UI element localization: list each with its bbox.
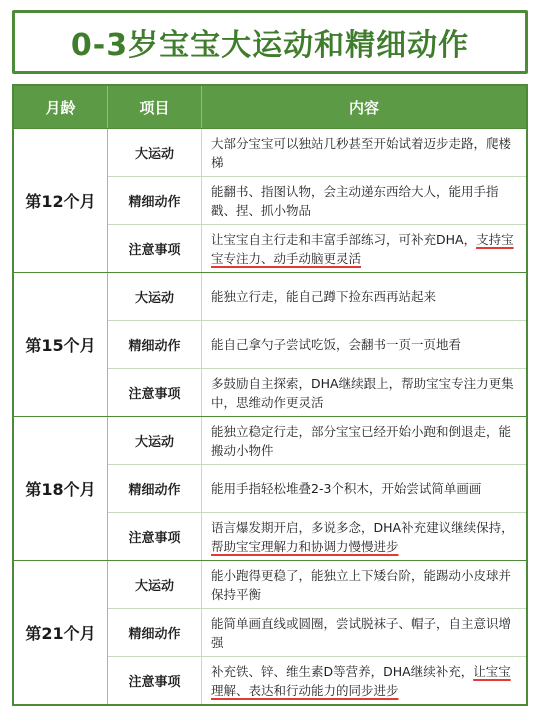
table-row (108, 273, 526, 320)
age-group-18 (14, 416, 526, 560)
item-label: 注意事项 (108, 657, 202, 704)
highlight-text: 支持宝宝专注力、动手动脑更灵活 (211, 231, 514, 266)
table-row (108, 368, 526, 416)
table-row (108, 417, 526, 464)
age-label: 第12个月 (14, 129, 108, 272)
table-row (108, 224, 526, 272)
content-cell: 补充铁、锌、维生素D等营养，DHA继续补充，让宝宝理解、表达和行动能力的同步进步 (211, 663, 511, 698)
table-row (108, 176, 526, 224)
table-row (108, 320, 526, 368)
page-title: 0-3岁宝宝大运动和精细动作 (70, 28, 470, 63)
content-cell: 能翻书、指图认物，会主动递东西给大人，能用手指戳、捏、抓小物品 (211, 183, 499, 218)
content-cell: 大部分宝宝可以独站几秒甚至开始试着迈步走路，爬楼梯 (211, 135, 512, 170)
table-row (108, 561, 526, 608)
header-item: 项目 (108, 86, 202, 128)
table-row (108, 512, 526, 560)
table-header (14, 86, 526, 128)
development-table (12, 84, 528, 706)
age-label: 第21个月 (14, 561, 108, 704)
table-row (108, 608, 526, 656)
table-row (108, 656, 526, 704)
content-cell: 让宝宝自主行走和丰富手部练习，可补充DHA，支持宝宝专注力、动手动脑更灵活 (211, 231, 514, 266)
highlight-text: 让宝宝理解、表达和行动能力的同步进步 (211, 663, 511, 698)
content-cell: 能小跑得更稳了，能独立上下矮台阶，能踢动小皮球并保持平衡 (211, 567, 512, 602)
item-label: 注意事项 (108, 369, 202, 416)
content-cell: 语言爆发期开启，多说多念，DHA补充建议继续保持，帮助宝宝理解力和协调力慢慢进步 (211, 519, 514, 554)
item-label: 精细动作 (108, 321, 202, 368)
item-label: 精细动作 (108, 609, 202, 656)
content-cell: 能简单画直线或圆圈，尝试脱袜子、帽子，自主意识增强 (211, 615, 512, 650)
highlight-text: 帮助宝宝理解力和协调力慢慢进步 (211, 538, 399, 554)
item-label: 精细动作 (108, 465, 202, 512)
age-group-12 (14, 128, 526, 272)
content-cell: 能用手指轻松堆叠2-3个积木，开始尝试简单画画 (211, 481, 482, 496)
content-cell: 能自己拿勺子尝试吃饭，会翻书一页一页地看 (211, 337, 462, 352)
header-content: 内容 (348, 98, 379, 117)
table-row (108, 464, 526, 512)
item-label: 大运动 (108, 129, 202, 176)
age-label: 第18个月 (14, 417, 108, 560)
header-age: 月龄 (14, 86, 108, 128)
content-cell: 能独立行走，能自己蹲下捡东西再站起来 (211, 289, 437, 304)
item-label: 注意事项 (108, 225, 202, 272)
item-label: 大运动 (108, 273, 202, 320)
age-group-15 (14, 272, 526, 416)
title-bar (12, 10, 528, 74)
table-row (108, 129, 526, 176)
age-group-21 (14, 560, 526, 704)
item-label: 注意事项 (108, 513, 202, 560)
content-cell: 能独立稳定行走，部分宝宝已经开始小跑和倒退走，能搬动小物件 (211, 423, 512, 458)
item-label: 精细动作 (108, 177, 202, 224)
item-label: 大运动 (108, 561, 202, 608)
content-cell: 多鼓励自主探索，DHA继续跟上，帮助宝宝专注力更集中，思维动作更灵活 (211, 375, 514, 410)
age-label: 第15个月 (14, 273, 108, 416)
item-label: 大运动 (108, 417, 202, 464)
